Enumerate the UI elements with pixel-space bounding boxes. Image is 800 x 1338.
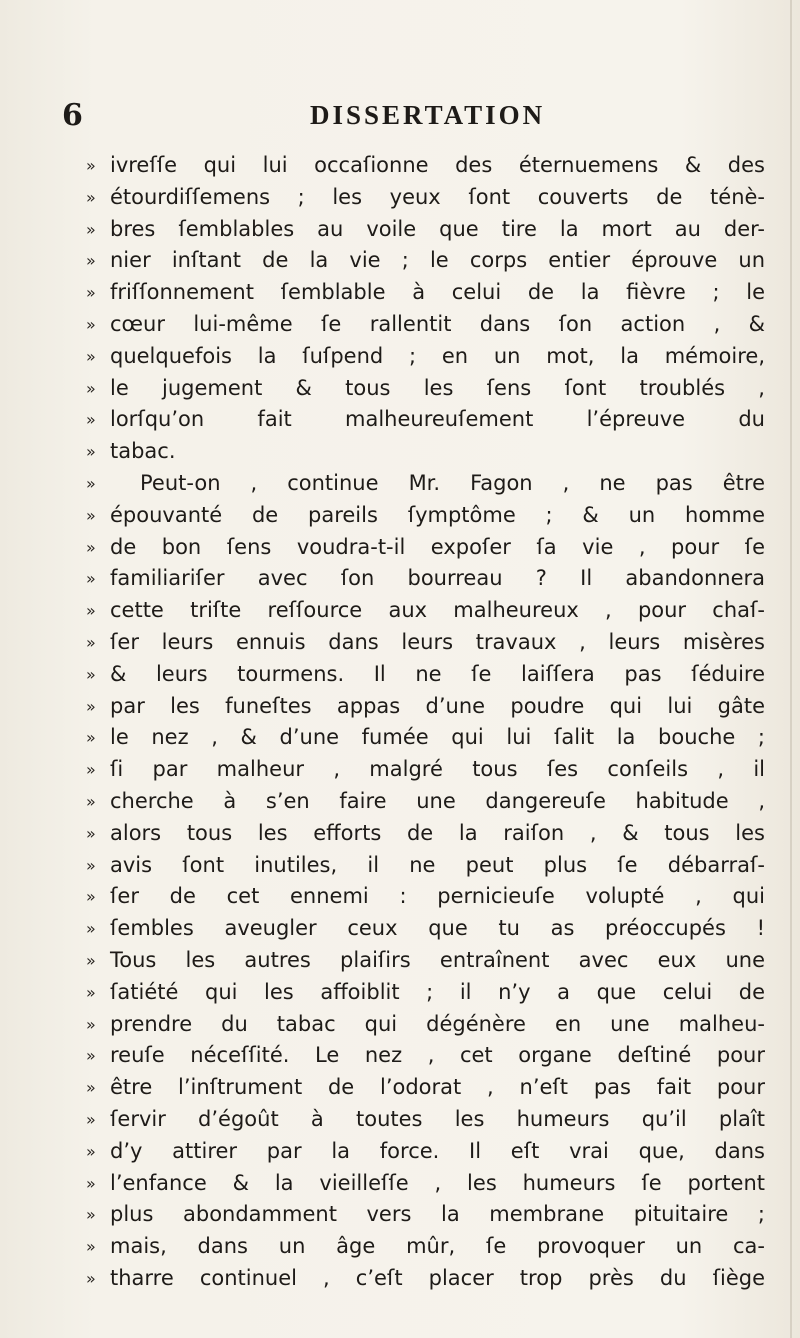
text-line — [86, 563, 765, 595]
text-line — [86, 659, 765, 691]
text-line — [86, 722, 765, 754]
line-text: Peut-on , continue Mr. Fagon , ne pas être — [140, 470, 765, 495]
text-line — [86, 786, 765, 818]
line-text: d’y attirer par la force. Il eſt vrai que, dans — [110, 1138, 765, 1163]
text-line — [86, 595, 765, 627]
page-edge — [790, 0, 792, 1338]
line-text: étourdiſſemens ; les yeux ſont couverts de ténè- — [110, 184, 765, 209]
line-text: ſembles aveugler ceux que tu as préoccupés ! — [110, 916, 765, 941]
quote-mark: » — [86, 1014, 96, 1034]
quote-mark: » — [86, 156, 96, 175]
quote-mark: » — [86, 696, 96, 716]
text-line — [86, 500, 765, 532]
quote-mark: » — [86, 791, 96, 811]
line-text: par les funeſtes appas d’une poudre qui lui gâte — [110, 693, 765, 718]
quote-mark: » — [86, 569, 96, 589]
text-line — [86, 341, 765, 373]
line-text: cherche à s’en faire une dangereuſe habitude , — [110, 788, 765, 813]
quote-mark: » — [86, 887, 96, 907]
text-line — [86, 1072, 765, 1104]
text-line — [86, 373, 765, 405]
quote-mark: » — [86, 1078, 96, 1098]
text-line — [86, 1168, 765, 1200]
quote-mark: » — [86, 1141, 96, 1161]
line-text: lorſqu’on fait malheureuſement l’épreuve du — [110, 407, 765, 432]
text-line — [86, 881, 765, 913]
text-line — [86, 532, 765, 564]
quote-mark: » — [86, 950, 96, 970]
line-text: tabac. — [110, 439, 176, 464]
line-text: cœur lui-même ſe rallentit dans ſon action , & — [110, 311, 765, 336]
quote-mark: » — [86, 1173, 96, 1193]
text-line — [86, 977, 765, 1009]
quote-mark: » — [86, 346, 96, 366]
line-text: ſer de cet ennemi : pernicieuſe volupté , qui — [110, 884, 765, 909]
text-line — [86, 1104, 765, 1136]
line-text: l’enfance & la vieilleſſe , les humeurs ſe portent — [110, 1170, 765, 1195]
text-line — [86, 182, 765, 214]
running-head: DISSERTATION — [310, 100, 546, 130]
quote-mark: » — [86, 728, 96, 748]
text-line — [86, 277, 765, 309]
quote-mark: » — [86, 823, 96, 843]
line-text: familiariſer avec ſon bourreau ? Il abandonnera — [110, 566, 765, 591]
line-text: mais, dans un âge mûr, ſe provoquer un ca- — [110, 1234, 765, 1259]
text-line — [86, 818, 765, 850]
quote-mark: » — [86, 1205, 96, 1225]
text-line — [86, 1199, 765, 1231]
quote-mark: » — [86, 442, 96, 462]
line-text: épouvanté de pareils ſymptôme ; & un homme — [110, 502, 765, 527]
text-line — [86, 245, 765, 277]
text-line — [86, 1009, 765, 1041]
quote-mark: » — [86, 283, 96, 303]
quote-mark: » — [86, 410, 96, 430]
line-text: ſer leurs ennuis dans leurs travaux , leurs misères — [110, 629, 765, 654]
text-line — [86, 404, 765, 436]
line-text: le nez , & d’une fumée qui lui ſalit la bouche ; — [110, 725, 765, 750]
line-text: ſi par malheur , malgré tous ſes conſeils , il — [110, 757, 765, 782]
quote-mark: » — [86, 251, 96, 271]
line-text: tharre continuel , c’eſt placer trop près du ſiège — [110, 1265, 765, 1290]
quote-mark: » — [86, 1046, 96, 1066]
text-line — [86, 1040, 765, 1072]
quote-mark: » — [86, 537, 96, 557]
text-line — [86, 754, 765, 786]
line-text: Tous les autres plaiſirs entraînent avec eux une — [110, 947, 765, 972]
quote-mark: » — [86, 919, 96, 939]
text-line — [86, 1263, 765, 1295]
text-line — [86, 150, 765, 182]
line-text: le jugement & tous les ſens ſont troublés , — [110, 375, 765, 400]
quote-mark: » — [86, 664, 96, 684]
quote-mark: » — [86, 505, 96, 525]
quote-mark: » — [86, 314, 96, 334]
line-text: nier inſtant de la vie ; le corps entier éprouve un — [110, 248, 765, 273]
text-line — [86, 468, 765, 500]
line-text: ivreſſe qui lui occaſionne des éternuemens & des — [110, 153, 765, 177]
line-text: alors tous les efforts de la raiſon , & tous les — [110, 820, 765, 845]
quote-mark: » — [86, 760, 96, 780]
quote-mark: » — [86, 1268, 96, 1288]
text-line — [86, 945, 765, 977]
text-line — [86, 436, 765, 468]
line-text: reuſe néceſſité. Le nez , cet organe deſtiné pour — [110, 1043, 765, 1068]
text-line — [86, 850, 765, 882]
line-text: quelquefois la ſuſpend ; en un mot, la mémoire, — [110, 343, 765, 368]
quote-mark: » — [86, 473, 96, 493]
page-header — [62, 96, 762, 136]
quote-mark: » — [86, 1109, 96, 1129]
line-text: être l’inſtrument de l’odorat , n’eſt pas fait pour — [110, 1075, 765, 1100]
text-line — [86, 913, 765, 945]
quote-mark: » — [86, 855, 96, 875]
quote-mark: » — [86, 219, 96, 239]
text-line — [86, 1231, 765, 1263]
page-number: 6 — [62, 98, 83, 133]
line-text: friſſonnement ſemblable à celui de la fièvre ; le — [110, 280, 765, 305]
line-text: prendre du tabac qui dégénère en une malheu- — [110, 1011, 765, 1036]
text-line — [86, 214, 765, 246]
line-text: & leurs tourmens. Il ne ſe laiſſera pas ſéduire — [110, 661, 765, 686]
quote-mark: » — [86, 982, 96, 1002]
text-line — [86, 691, 765, 723]
line-text: cette triſte reſſource aux malheureux , pour chaſ- — [110, 598, 765, 623]
quote-mark: » — [86, 378, 96, 398]
line-text: avis ſont inutiles, il ne peut plus ſe débarraſ- — [110, 852, 765, 877]
line-text: bres ſemblables au voile que tire la mort au der- — [110, 216, 765, 241]
body-text — [86, 150, 765, 1295]
line-text: ſatiété qui les affoiblit ; il n’y a que celui de — [110, 979, 765, 1004]
quote-mark: » — [86, 1237, 96, 1257]
line-text: de bon ſens voudra-t-il expoſer ſa vie , pour ſe — [110, 534, 765, 559]
line-text: plus abondamment vers la membrane pituitaire ; — [110, 1202, 765, 1227]
line-text: ſervir d’égoût à toutes les humeurs qu’il plaît — [110, 1106, 765, 1131]
quote-mark: » — [86, 187, 96, 207]
quote-mark: » — [86, 601, 96, 621]
text-line — [86, 309, 765, 341]
quote-mark: » — [86, 632, 96, 652]
text-line — [86, 1136, 765, 1168]
text-line — [86, 627, 765, 659]
